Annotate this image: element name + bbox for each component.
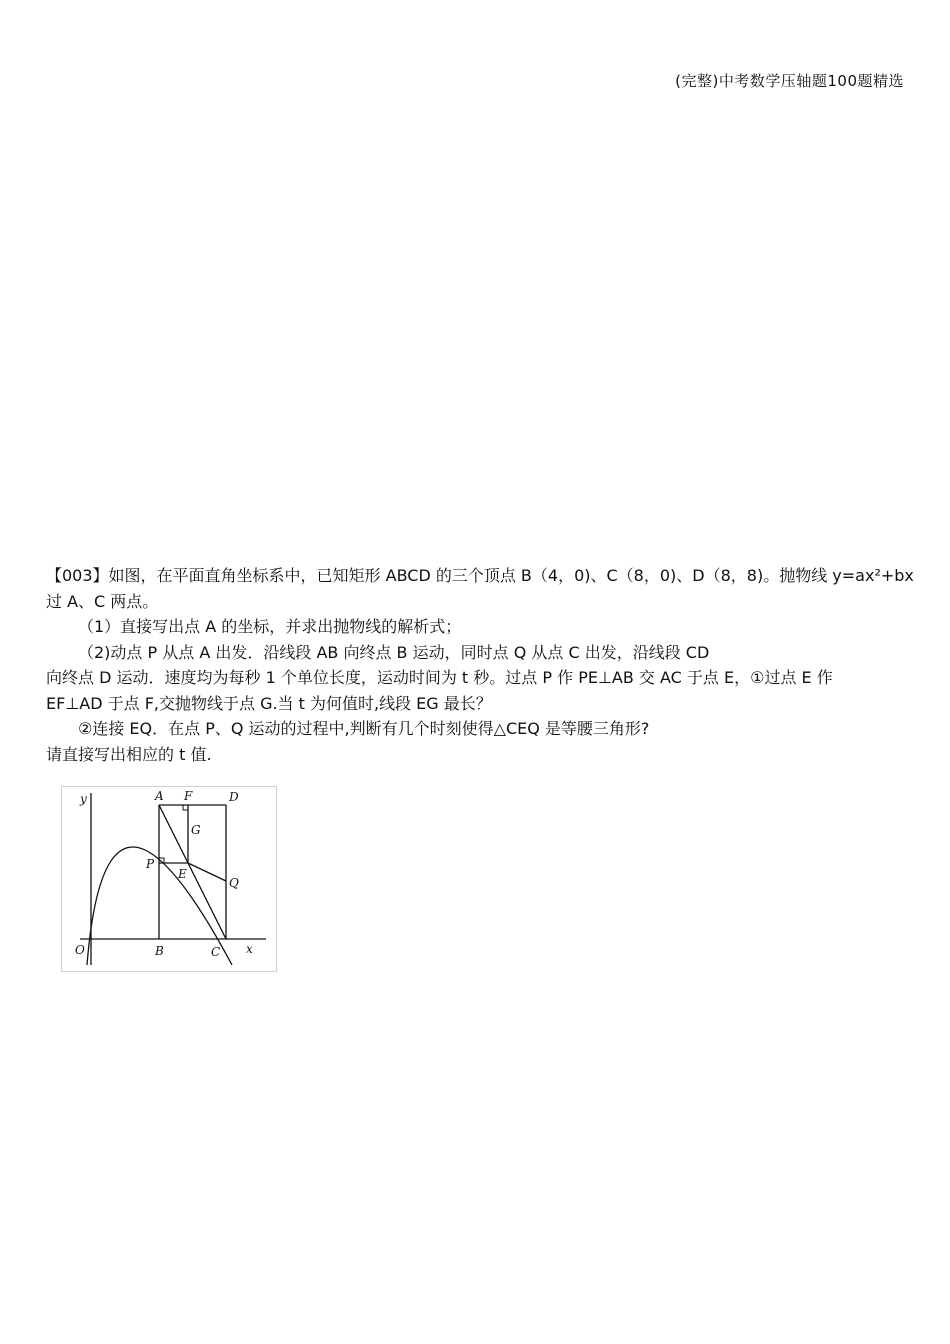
problem-line-5: 向终点 D 运动．速度均为每秒 1 个单位长度，运动时间为 t 秒。过点 P 作 PE⊥AB 交 AC 于点 E，①过点 E 作 — [46, 668, 833, 687]
label-D: D — [229, 790, 239, 804]
problem-part-1: （1）直接写出点 A 的坐标，并求出抛物线的解析式； — [78, 617, 462, 636]
label-O: O — [75, 943, 85, 957]
label-F: F — [184, 789, 193, 803]
label-A: A — [155, 789, 164, 803]
page-header: (完整)中考数学压轴题100题精选 — [675, 72, 904, 90]
figure-svg — [62, 787, 276, 971]
label-G: G — [191, 823, 201, 837]
problem-line-6: EF⊥AD 于点 F,交抛物线于点 G.当 t 为何值时,线段 EG 最长？ — [46, 693, 492, 713]
problem-line-1: 【003】如图，在平面直角坐标系中，已知矩形 ABCD 的三个顶点 B（4，0)、C（8，0)、D（8，8)。抛物线 y=ax²+bx — [46, 566, 914, 585]
label-B: B — [155, 944, 164, 958]
geometry-figure — [61, 786, 277, 972]
label-x: x — [246, 942, 253, 956]
label-Q: Q — [229, 876, 239, 890]
problem-line-8: 请直接写出相应的 t 值. — [46, 744, 212, 764]
problem-line-2: 过 A、C 两点。 — [46, 591, 159, 611]
problem-part-2: （2)动点 P 从点 A 出发．沿线段 AB 向终点 B 运动，同时点 Q 从点 C 出发，沿线段 CD — [78, 642, 710, 662]
problem-part-2b: ②连接 EQ．在点 P、Q 运动的过程中,判断有几个时刻使得△CEQ 是等腰三角形? — [78, 719, 650, 738]
label-E: E — [178, 867, 187, 881]
label-P: P — [146, 857, 155, 871]
label-C: C — [211, 945, 221, 959]
right-angle-F — [183, 805, 188, 810]
label-y: y — [80, 792, 87, 806]
segment-EQ — [188, 863, 226, 881]
problem-text — [46, 563, 912, 767]
